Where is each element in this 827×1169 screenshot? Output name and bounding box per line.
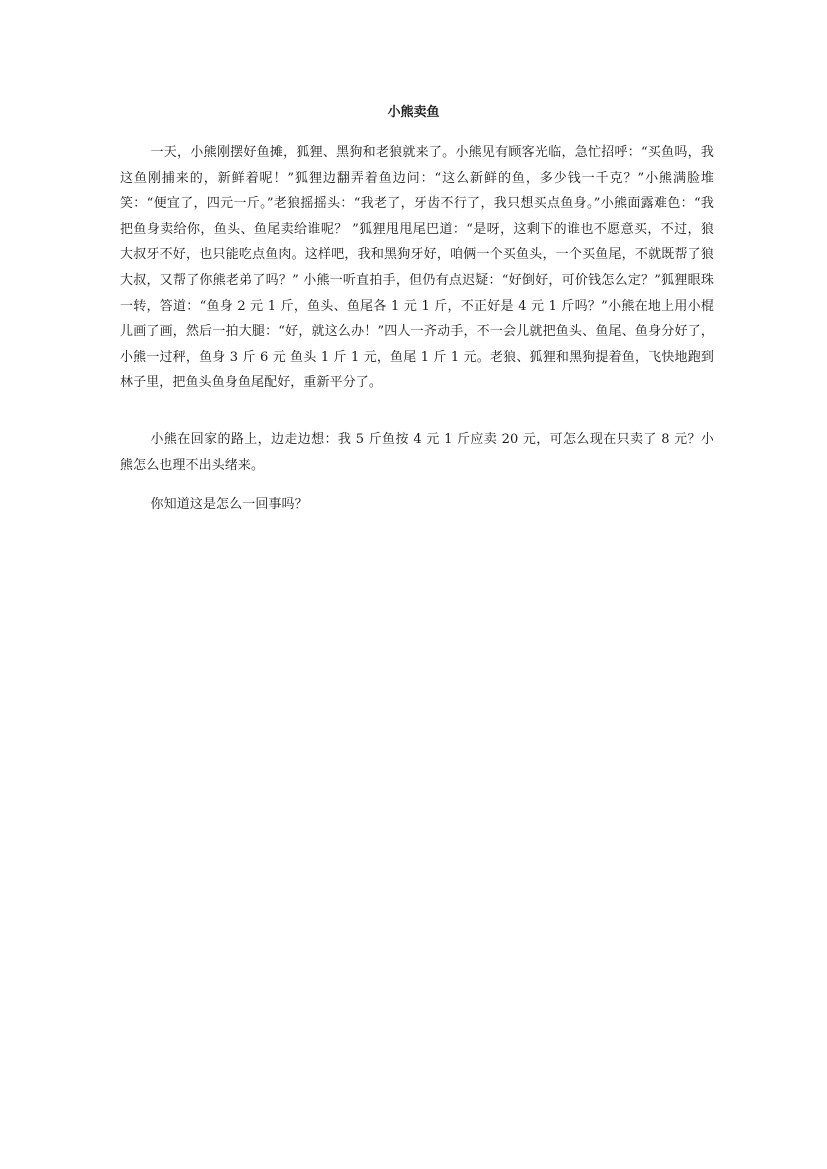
story-paragraph-1: 一天，小熊刚摆好鱼摊，狐狸、黑狗和老狼就来了。小熊见有顾客光临，急忙招呼：“买鱼吗，我这鱼刚捕来的，新鲜着呢！”狐狸边翻弄着鱼边问：“这么新鲜的鱼，多少钱一千克？”小熊满脸堆笑：“便宜了，四元一斤。”老狼摇摇头：“我老了，牙齿不行了，我只想买点鱼身。”小熊面露难色：“我把鱼身卖给你，鱼头、鱼尾卖给谁呢？ ”狐狸甩甩尾巴道：“是呀，这剩下的谁也不愿意买，不过，狼大叔牙不好，也只能吃点鱼肉。这样吧，我和黑狗牙好，咱俩一个买鱼头，一个买鱼尾，不就既帮了狼大叔，又帮了你熊老弟了吗？” 小熊一听直拍手，但仍有点迟疑：“好倒好，可价钱怎么定？”狐狸眼珠一转，答道：“鱼身 2 元 1 斤，鱼头、鱼尾各 1 元 1 斤，不正好是 4 元 1 斤吗？”小熊在地上用小棍儿画了画，然后一拍大腿：“好，就这么办！”四人一齐动手，不一会儿就把鱼头、鱼尾、鱼身分好了，小熊一过秤，鱼身 3 斤 6 元 鱼头 1 斤 1 元，鱼尾 1 斤 1 元。老狼、狐狸和黑狗提着鱼，飞快地跑到林子里，把鱼头鱼身鱼尾配好，重新平分了。 bbox=[120, 145, 714, 391]
question-paragraph: 你知道这是怎么一回事吗？ bbox=[150, 497, 308, 512]
story-paragraph-2: 小熊在回家的路上，边走边想：我 5 斤鱼按 4 元 1 斤应卖 20 元，可怎么现在只卖了 8 元？小熊怎么也理不出头绪来。 bbox=[120, 432, 714, 473]
document-title: 小熊卖鱼 bbox=[387, 105, 440, 120]
